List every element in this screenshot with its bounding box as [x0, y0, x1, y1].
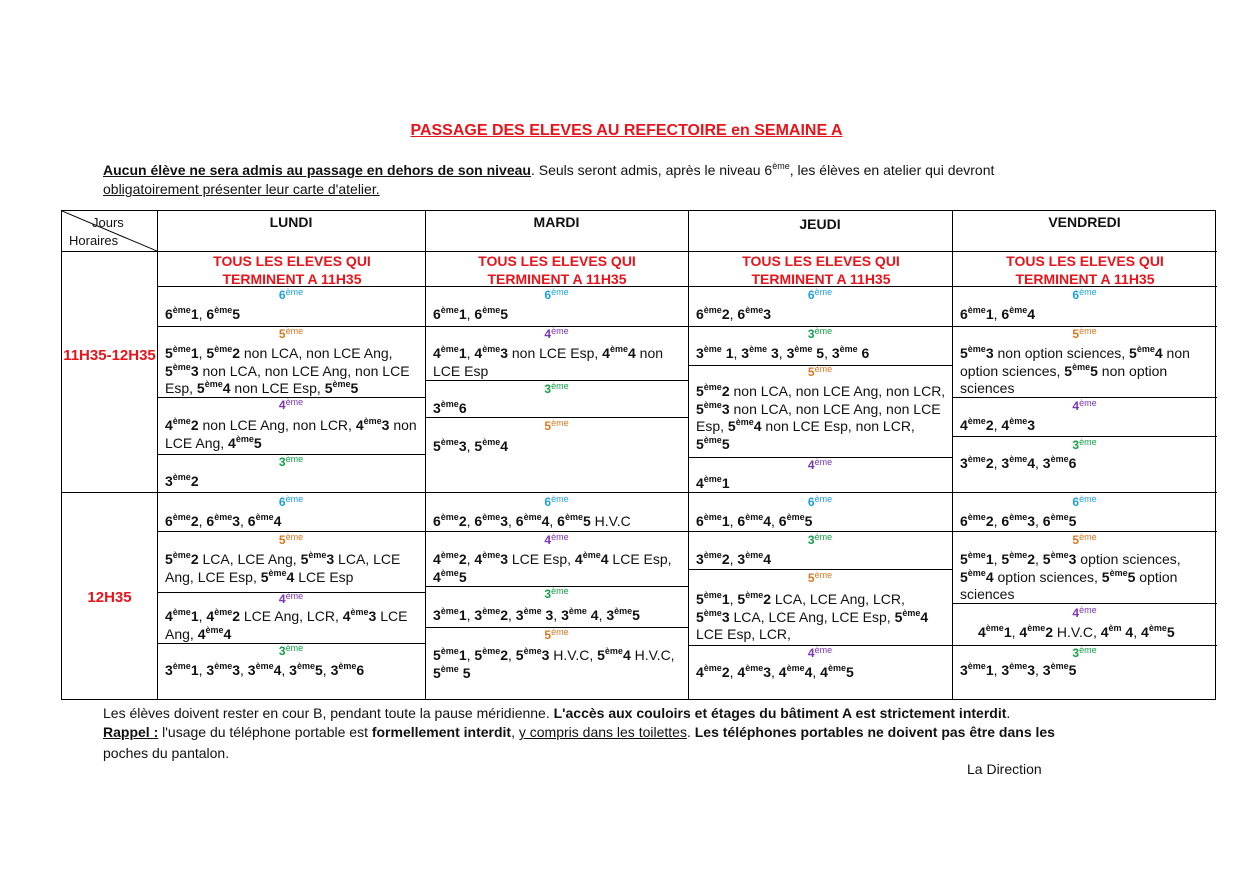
group-list: 6ème1, 6ème5: [433, 305, 508, 322]
day-mardi: MARDI: [533, 214, 580, 230]
level-label: 3ème: [544, 381, 569, 396]
group-list: 3ème1, 3ème3, 3ème4, 3ème5, 3ème6: [165, 661, 365, 678]
level-label: 4ème: [544, 326, 569, 341]
group-list: 5ème2 non LCA, non LCE Ang, non LCR, 5ème3 non LCA, non LCE Ang, non LCE Esp, 5ème4 non LCE Esp, non LCR, 5ème5: [696, 382, 946, 452]
level-label: 6ème: [1072, 494, 1097, 509]
level-label: 5ème: [278, 326, 304, 341]
intro-paragraph: [103, 161, 1103, 199]
footer-text: Les élèves doivent rester en cour B, pendant toute la pause méridienne.: [103, 705, 554, 721]
level-label: 4ème: [807, 457, 833, 472]
group-list: 3ème1, 3ème2, 3ème 3, 3ème 4, 3ème5: [433, 606, 640, 623]
level-label: 4ème: [278, 397, 304, 412]
group-list: 3ème6: [433, 399, 467, 416]
level-label: 4ème: [1072, 605, 1097, 620]
level-label: 3ème: [278, 454, 304, 469]
footer-underline: y compris dans les toilettes: [518, 724, 687, 740]
group-list: 3ème2, 3ème4: [696, 550, 771, 567]
level-label: 3ème: [1072, 437, 1097, 452]
level-label: 3ème: [278, 643, 304, 658]
tous-jeudi: TOUS LES ELEVES QUI TERMINENT A 11H35: [742, 253, 900, 287]
group-list: 4ème1, 4ème2 H.V.C, $4^{èm}$ 4, 4ème5: [978, 623, 1175, 640]
group-list: 5ème1, 5ème2, 5ème3 H.V.C, 5ème4 H.V.C, 5ème 5: [433, 646, 675, 681]
level-label: 6ème: [544, 494, 569, 509]
group-list: 4ème2, 4ème3 LCE Esp, 4ème4 LCE Esp, 4ème5: [433, 550, 672, 585]
intro-text-a: . Seuls seront admis, après le niveau 6: [530, 162, 773, 178]
group-list: 3ème2, 3ème4, 3ème6: [960, 454, 1077, 471]
footer-rappel: Rappel :: [103, 724, 159, 740]
group-list: 4ème2, 4ème3: [960, 416, 1035, 433]
footer-bold: L'accès aux couloirs et étages du bâtiment A est strictement interdit: [553, 705, 1007, 721]
level-label: 3ème: [807, 326, 833, 341]
level-label: 6ème: [278, 494, 304, 509]
level-label: 3ème: [544, 586, 569, 601]
level-label: 3ème: [807, 532, 833, 547]
level-label: 5ème: [544, 418, 569, 433]
header-jours: Jours: [92, 215, 124, 230]
footer-line-3: poches du pantalon.: [103, 745, 230, 761]
page-title: PASSAGE DES ELEVES AU REFECTOIRE en SEMAINE A: [410, 122, 843, 139]
level-label: 6ème: [1072, 287, 1097, 302]
group-list: 6ème1, 6ème4, 6ème5: [696, 512, 813, 529]
group-list: 5ème1, 5ème2 LCA, LCE Ang, LCR, 5ème3 LCA, LCE Ang, LCE Esp, 5ème4 LCE Esp, LCR,: [696, 590, 929, 642]
level-label: 4ème: [544, 532, 569, 547]
tous-vendredi: TOUS LES ELEVES QUI TERMINENT A 11H35: [1006, 253, 1164, 287]
group-list: 3ème2: [165, 472, 199, 489]
level-label: 5ème: [807, 364, 833, 379]
group-list: 5ème1, 5ème2 non LCA, non LCE Ang, 5ème3 non LCA, non LCE Ang, non LCE Esp, 5ème4 non LCE Esp, 5ème5: [165, 344, 410, 396]
group-list: 5ème2 LCA, LCE Ang, 5ème3 LCA, LCE Ang, LCE Esp, 5ème4 LCE Esp: [165, 550, 401, 585]
group-list: 5ème3, 5ème4: [433, 437, 508, 454]
group-list: 5ème1, 5ème2, 5ème3 option sciences, 5ème4 option sciences, 5ème5 option sciences: [960, 550, 1181, 602]
group-list: 6ème2, 6ème3, 6ème5: [960, 512, 1077, 529]
header-horaires: Horaires: [69, 233, 119, 248]
level-label: 6ème: [807, 494, 833, 509]
group-list: 6ème1, 6ème5: [165, 305, 240, 322]
level-label: 5ème: [544, 627, 569, 642]
footer-text: .: [1006, 705, 1011, 721]
level-label: 3ème: [1072, 645, 1097, 660]
tous-lundi: TOUS LES ELEVES QUI TERMINENT A 11H35: [213, 253, 371, 287]
time-slot-1: 11H35-12H35: [63, 347, 156, 364]
group-list: 4ème1, 4ème2 LCE Ang, LCR, 4ème3 LCE Ang, 4ème4: [165, 607, 408, 642]
level-label: 4ème: [1072, 398, 1097, 413]
level-label: 4ème: [807, 645, 833, 660]
footer-bold: formellement interdit: [371, 724, 512, 740]
schedule-table: [61, 210, 1216, 700]
level-label: 6ème: [278, 287, 304, 302]
tous-mardi: TOUS LES ELEVES QUI TERMINENT A 11H35: [478, 253, 636, 287]
footer-text: l'usage du téléphone portable est: [158, 724, 372, 740]
level-label: 5ème: [807, 570, 833, 585]
intro-sup: ème: [772, 161, 790, 171]
group-list: 6ème2, 6ème3, 6ème4: [165, 512, 282, 529]
day-vendredi: VENDREDI: [1048, 214, 1121, 230]
level-label: 5ème: [1072, 326, 1097, 341]
group-list: 6ème1, 6ème4: [960, 305, 1035, 322]
group-list: 4ème1, 4ème3 non LCE Esp, 4ème4 non LCE Esp: [433, 344, 664, 379]
intro-bold: Aucun élève ne sera admis au passage en dehors de son niveau: [103, 162, 531, 178]
level-label: 5ème: [278, 532, 304, 547]
group-list: 4ème1: [696, 474, 730, 491]
level-label: 5ème: [1072, 532, 1097, 547]
group-list: 4ème2 non LCE Ang, non LCR, 4ème3 non LCE Ang, 4ème5: [165, 416, 417, 451]
time-slot-2: 12H35: [87, 589, 132, 606]
signature: La Direction: [967, 761, 1042, 777]
group-list: 3ème 1, 3ème 3, 3ème 5, 3ème 6: [696, 344, 870, 361]
day-lundi: LUNDI: [269, 214, 313, 230]
footer-bold: Les téléphones portables ne doivent pas être dans les: [694, 724, 1055, 740]
group-list: 6ème2, 6ème3: [696, 305, 771, 322]
day-jeudi: JEUDI: [799, 216, 841, 232]
footer-text: ,: [511, 724, 519, 740]
group-list: 6ème2, 6ème3, 6ème4, 6ème5 H.V.C: [433, 512, 631, 529]
level-label: 6ème: [544, 287, 569, 302]
footer-text: .: [686, 724, 695, 740]
group-list: 5ème3 non option sciences, 5ème4 non option sciences, 5ème5 non option sciences: [960, 344, 1190, 396]
group-list: 3ème1, 3ème3, 3ème5: [960, 661, 1077, 678]
intro-line2: obligatoirement présenter leur carte d'atelier.: [103, 181, 380, 197]
level-label: 4ème: [278, 591, 304, 606]
footer-line-2: [103, 722, 1055, 742]
level-label: 6ème: [807, 287, 833, 302]
group-list: 4ème2, 4ème3, 4ème4, 4ème5: [696, 663, 854, 680]
footer-line-1: [103, 703, 1010, 723]
intro-text-b: , les élèves en atelier qui devront: [789, 162, 995, 178]
